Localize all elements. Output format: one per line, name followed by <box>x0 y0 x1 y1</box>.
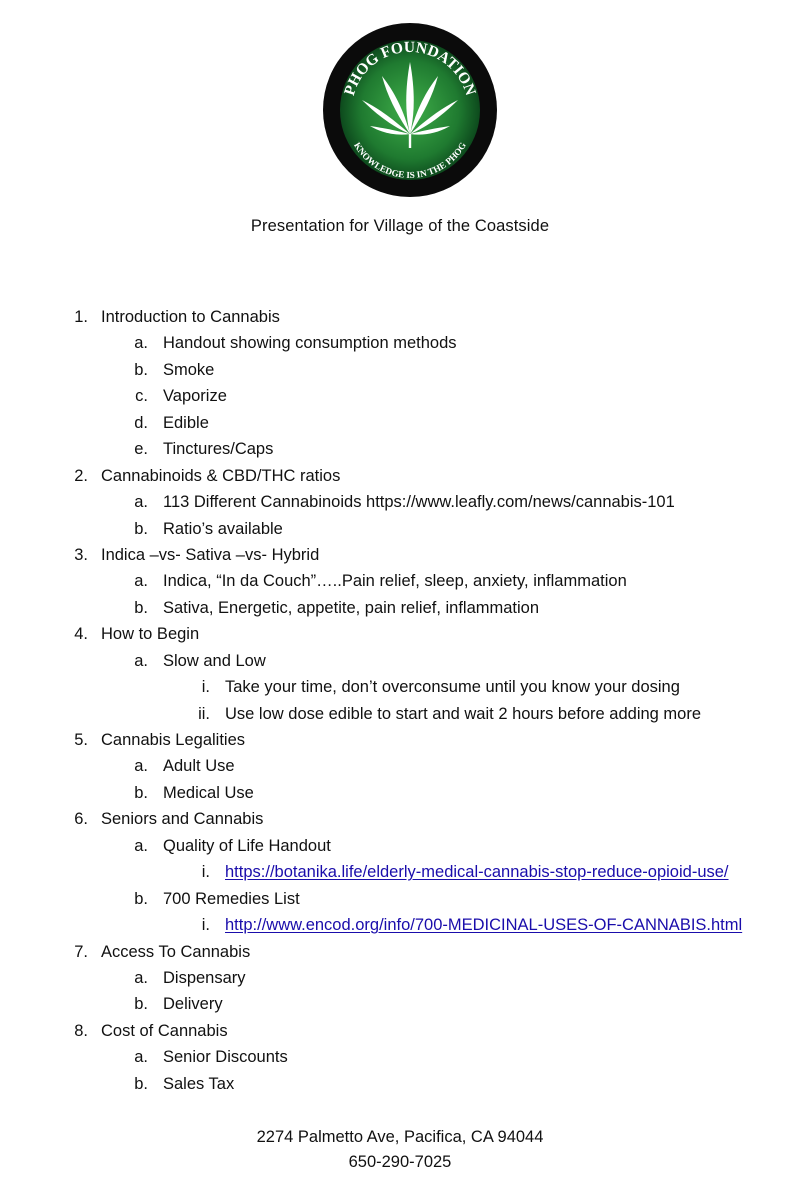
outline-item-level-1 <box>0 727 800 753</box>
outline-marker: ii. <box>198 704 210 723</box>
outline-marker: a. <box>134 651 148 670</box>
outline-marker: b. <box>134 598 148 617</box>
outline-text: How to Begin <box>101 625 200 644</box>
outline-marker: i. <box>201 863 210 882</box>
outline-marker: a. <box>134 334 148 353</box>
phog-foundation-logo <box>322 22 498 198</box>
outline-item-level-3 <box>0 859 800 885</box>
outline-item-level-2 <box>0 1071 800 1097</box>
document-title: Presentation for Village of the Coastside <box>250 217 550 235</box>
outline-item-level-1 <box>0 304 800 330</box>
outline-item-level-2 <box>0 833 800 859</box>
outline-text: Sativa, Energetic, appetite, pain relief, inflammation <box>163 598 540 617</box>
outline-marker: a. <box>134 757 148 776</box>
outline-item-level-3 <box>0 674 800 700</box>
outline-link[interactable]: http://www.encod.org/info/700-MEDICINAL-USES-OF-CANNABIS.html <box>225 916 743 935</box>
outline-item-level-2 <box>0 516 800 542</box>
outline-marker: a. <box>134 572 148 591</box>
outline-text: 700 Remedies List <box>163 889 300 908</box>
outline-item-level-2 <box>0 489 800 515</box>
outline-text: Sales Tax <box>163 1074 235 1093</box>
outline-marker: b. <box>134 783 148 802</box>
outline-text: Smoke <box>163 360 215 379</box>
outline-item-level-2 <box>0 965 800 991</box>
outline-item-level-3 <box>0 912 800 938</box>
outline-marker: 6. <box>74 810 88 829</box>
outline-text: Dispensary <box>163 968 246 987</box>
logo-top-text: PHOG FOUNDATION <box>341 38 479 98</box>
outline-marker: i. <box>201 678 210 697</box>
outline-text: Vaporize <box>163 387 227 406</box>
outline-item-level-3 <box>0 701 800 727</box>
outline-text: Indica, “In da Couch”…..Pain relief, sleep, anxiety, inflammation <box>163 572 627 591</box>
footer-phone: 650-290-7025 <box>348 1153 452 1171</box>
outline-text: Handout showing consumption methods <box>163 334 457 353</box>
outline-item-level-1 <box>0 463 800 489</box>
outline-item-level-1 <box>0 806 800 832</box>
outline-item-level-2 <box>0 780 800 806</box>
outline-text: Cannabinoids & CBD/THC ratios <box>101 466 341 485</box>
outline-text: Senior Discounts <box>163 1048 288 1067</box>
outline-text: Cost of Cannabis <box>101 1021 228 1040</box>
outline-marker: b. <box>134 519 148 538</box>
outline-marker: c. <box>135 387 148 406</box>
outline-item-level-2 <box>0 330 800 356</box>
outline-text: Use low dose edible to start and wait 2 hours before adding more <box>225 704 702 723</box>
outline-item-level-2 <box>0 568 800 594</box>
outline-marker: a. <box>134 836 148 855</box>
outline-text: 113 Different Cannabinoids https://www.leafly.com/news/cannabis-101 <box>163 493 675 512</box>
outline-item-level-2 <box>0 1044 800 1070</box>
outline-marker: a. <box>134 1048 148 1067</box>
outline-text: Cannabis Legalities <box>101 731 246 749</box>
outline-item-level-2 <box>0 648 800 674</box>
outline-text: Edible <box>163 413 209 432</box>
outline-item-level-1 <box>0 621 800 647</box>
outline-item-level-2 <box>0 383 800 409</box>
outline-text: Slow and Low <box>163 651 266 670</box>
outline-link[interactable]: https://botanika.life/elderly-medical-cannabis-stop-reduce-opioid-use/ <box>225 863 729 882</box>
outline-marker: b. <box>134 1074 148 1093</box>
outline-text: Quality of Life Handout <box>163 836 331 855</box>
logo-bottom-text: KNOWLEDGE IS IN THE PHOG <box>352 140 468 181</box>
outline-marker: 4. <box>74 625 88 644</box>
outline-text: Take your time, don’t overconsume until you know your dosing <box>225 678 680 697</box>
footer-address: 2274 Palmetto Ave, Pacifica, CA 94044 <box>256 1128 544 1146</box>
outline-text: Tinctures/Caps <box>163 440 274 459</box>
outline-text: Access To Cannabis <box>101 942 251 961</box>
outline-marker: 2. <box>74 466 88 485</box>
outline-marker: 3. <box>74 545 88 564</box>
outline-marker: b. <box>134 360 148 379</box>
outline-marker: b. <box>134 995 148 1014</box>
outline-text: Indica –vs- Sativa –vs- Hybrid <box>101 545 320 564</box>
outline-item-level-2 <box>0 410 800 436</box>
outline-marker: 5. <box>74 731 88 749</box>
outline-item-level-2 <box>0 886 800 912</box>
outline-item-level-2 <box>0 991 800 1017</box>
outline-item-level-1 <box>0 542 800 568</box>
outline-text: Delivery <box>163 995 223 1014</box>
outline-marker: a. <box>134 968 148 987</box>
outline-marker: 1. <box>74 308 88 326</box>
outline-marker: 8. <box>74 1021 88 1040</box>
outline-item-level-2 <box>0 357 800 383</box>
outline-text: Medical Use <box>163 783 254 802</box>
outline-item-level-2 <box>0 436 800 462</box>
outline-item-level-1 <box>0 939 800 965</box>
outline-text: Seniors and Cannabis <box>101 810 264 829</box>
outline-marker: 7. <box>74 942 88 961</box>
outline-item-level-2 <box>0 753 800 779</box>
outline-marker: i. <box>201 916 210 935</box>
outline-item-level-2 <box>0 595 800 621</box>
outline-marker: b. <box>134 889 148 908</box>
outline-text: Introduction to Cannabis <box>101 308 280 326</box>
outline-item-level-1 <box>0 1018 800 1044</box>
outline-marker: e. <box>134 440 148 459</box>
outline-marker: d. <box>134 413 148 432</box>
outline-text: Adult Use <box>163 757 235 776</box>
agenda-outline <box>0 304 800 1097</box>
outline-marker: a. <box>134 493 148 512</box>
outline-text: Ratio’s available <box>163 519 283 538</box>
